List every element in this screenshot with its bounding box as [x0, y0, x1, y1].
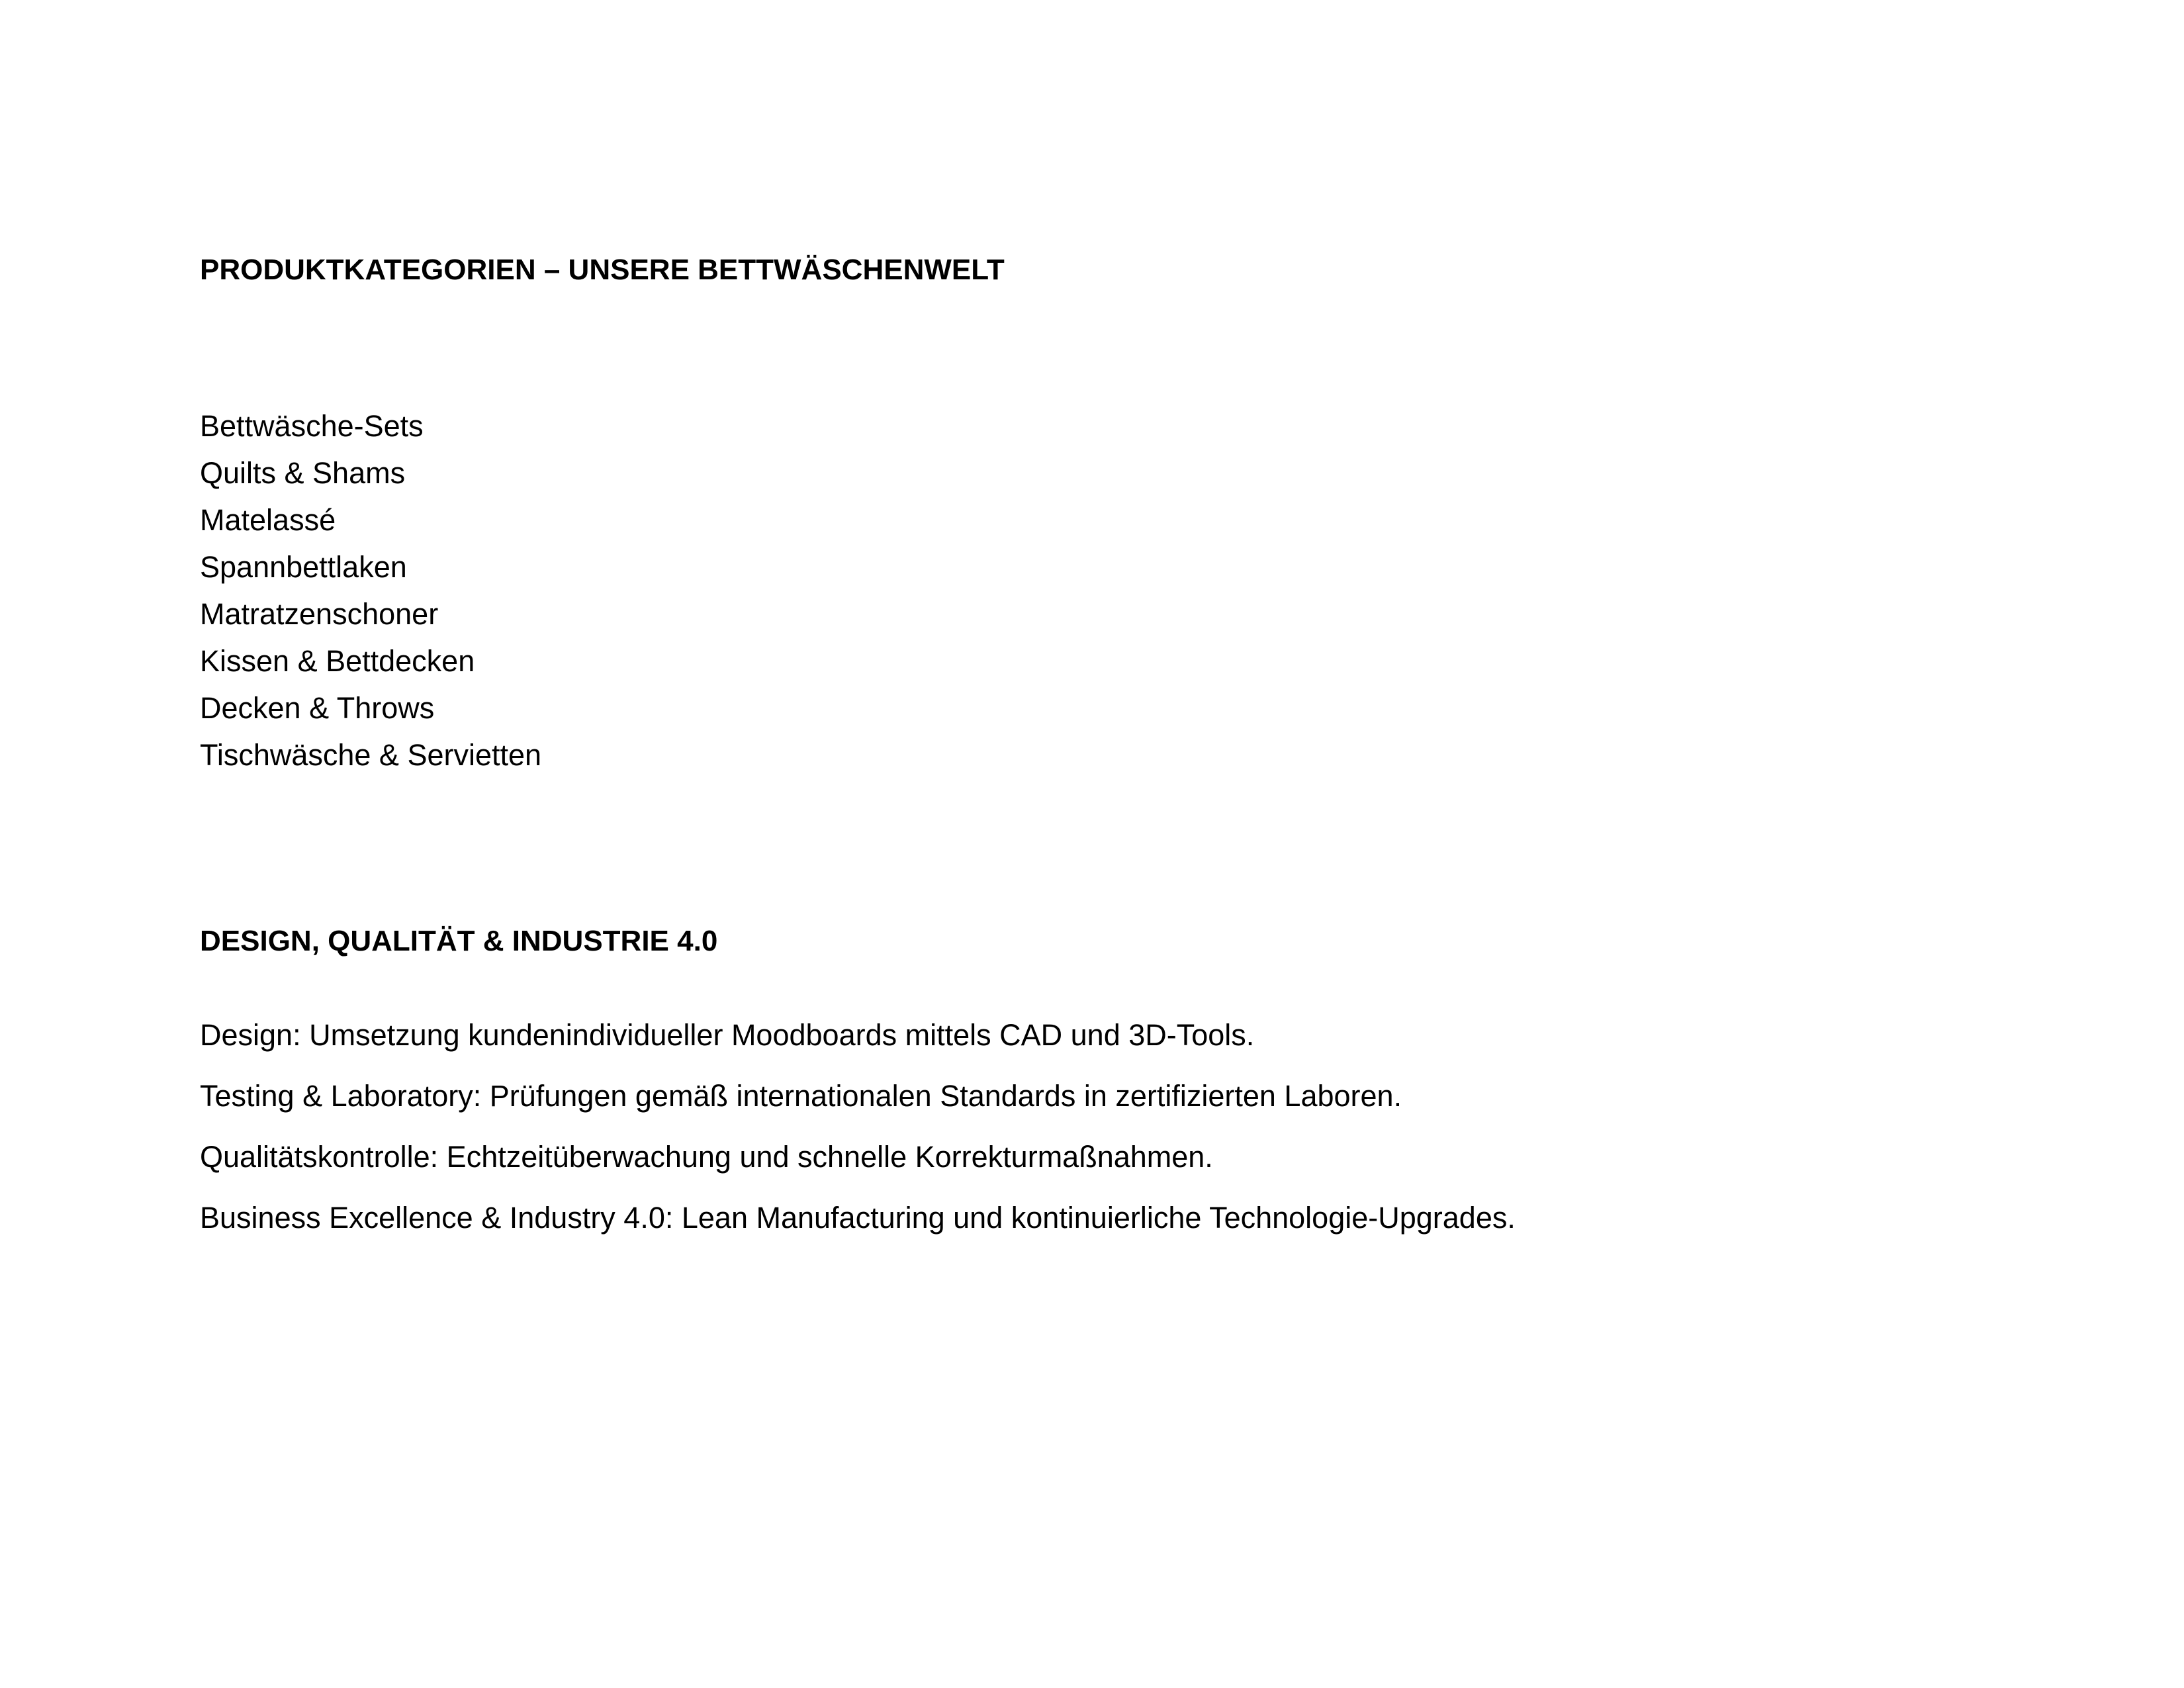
list-item: Matelassé	[200, 503, 336, 537]
design-quality-paragraphs	[200, 1017, 1516, 1261]
list-item: Spannbettlaken	[200, 550, 407, 584]
paragraph-testing: Testing & Laboratory: Prüfungen gemäß internationalen Standards in zertifizierten Laboren.	[200, 1079, 1402, 1113]
list-item: Bettwäsche-Sets	[200, 409, 424, 443]
list-item: Kissen & Bettdecken	[200, 644, 475, 678]
paragraph-design: Design: Umsetzung kundenindividueller Moodboards mittels CAD und 3D-Tools.	[200, 1018, 1255, 1052]
list-item: Matratzenschoner	[200, 597, 439, 631]
section-heading-product-categories: PRODUKTKATEGORIEN – UNSERE BETTWÄSCHENWELT	[200, 254, 1005, 286]
product-category-list	[200, 402, 541, 778]
list-item: Tischwäsche & Servietten	[200, 738, 542, 772]
list-item: Quilts & Shams	[200, 456, 406, 490]
section-heading-design-quality: DESIGN, QUALITÄT & INDUSTRIE 4.0	[200, 925, 718, 957]
list-item: Decken & Throws	[200, 691, 435, 725]
paragraph-quality-control: Qualitätskontrolle: Echtzeitüberwachung und schnelle Korrekturmaßnahmen.	[200, 1140, 1213, 1174]
paragraph-business-excellence: Business Excellence & Industry 4.0: Lean Manufacturing und kontinuierliche Technologie-Upgrades.	[200, 1201, 1516, 1235]
